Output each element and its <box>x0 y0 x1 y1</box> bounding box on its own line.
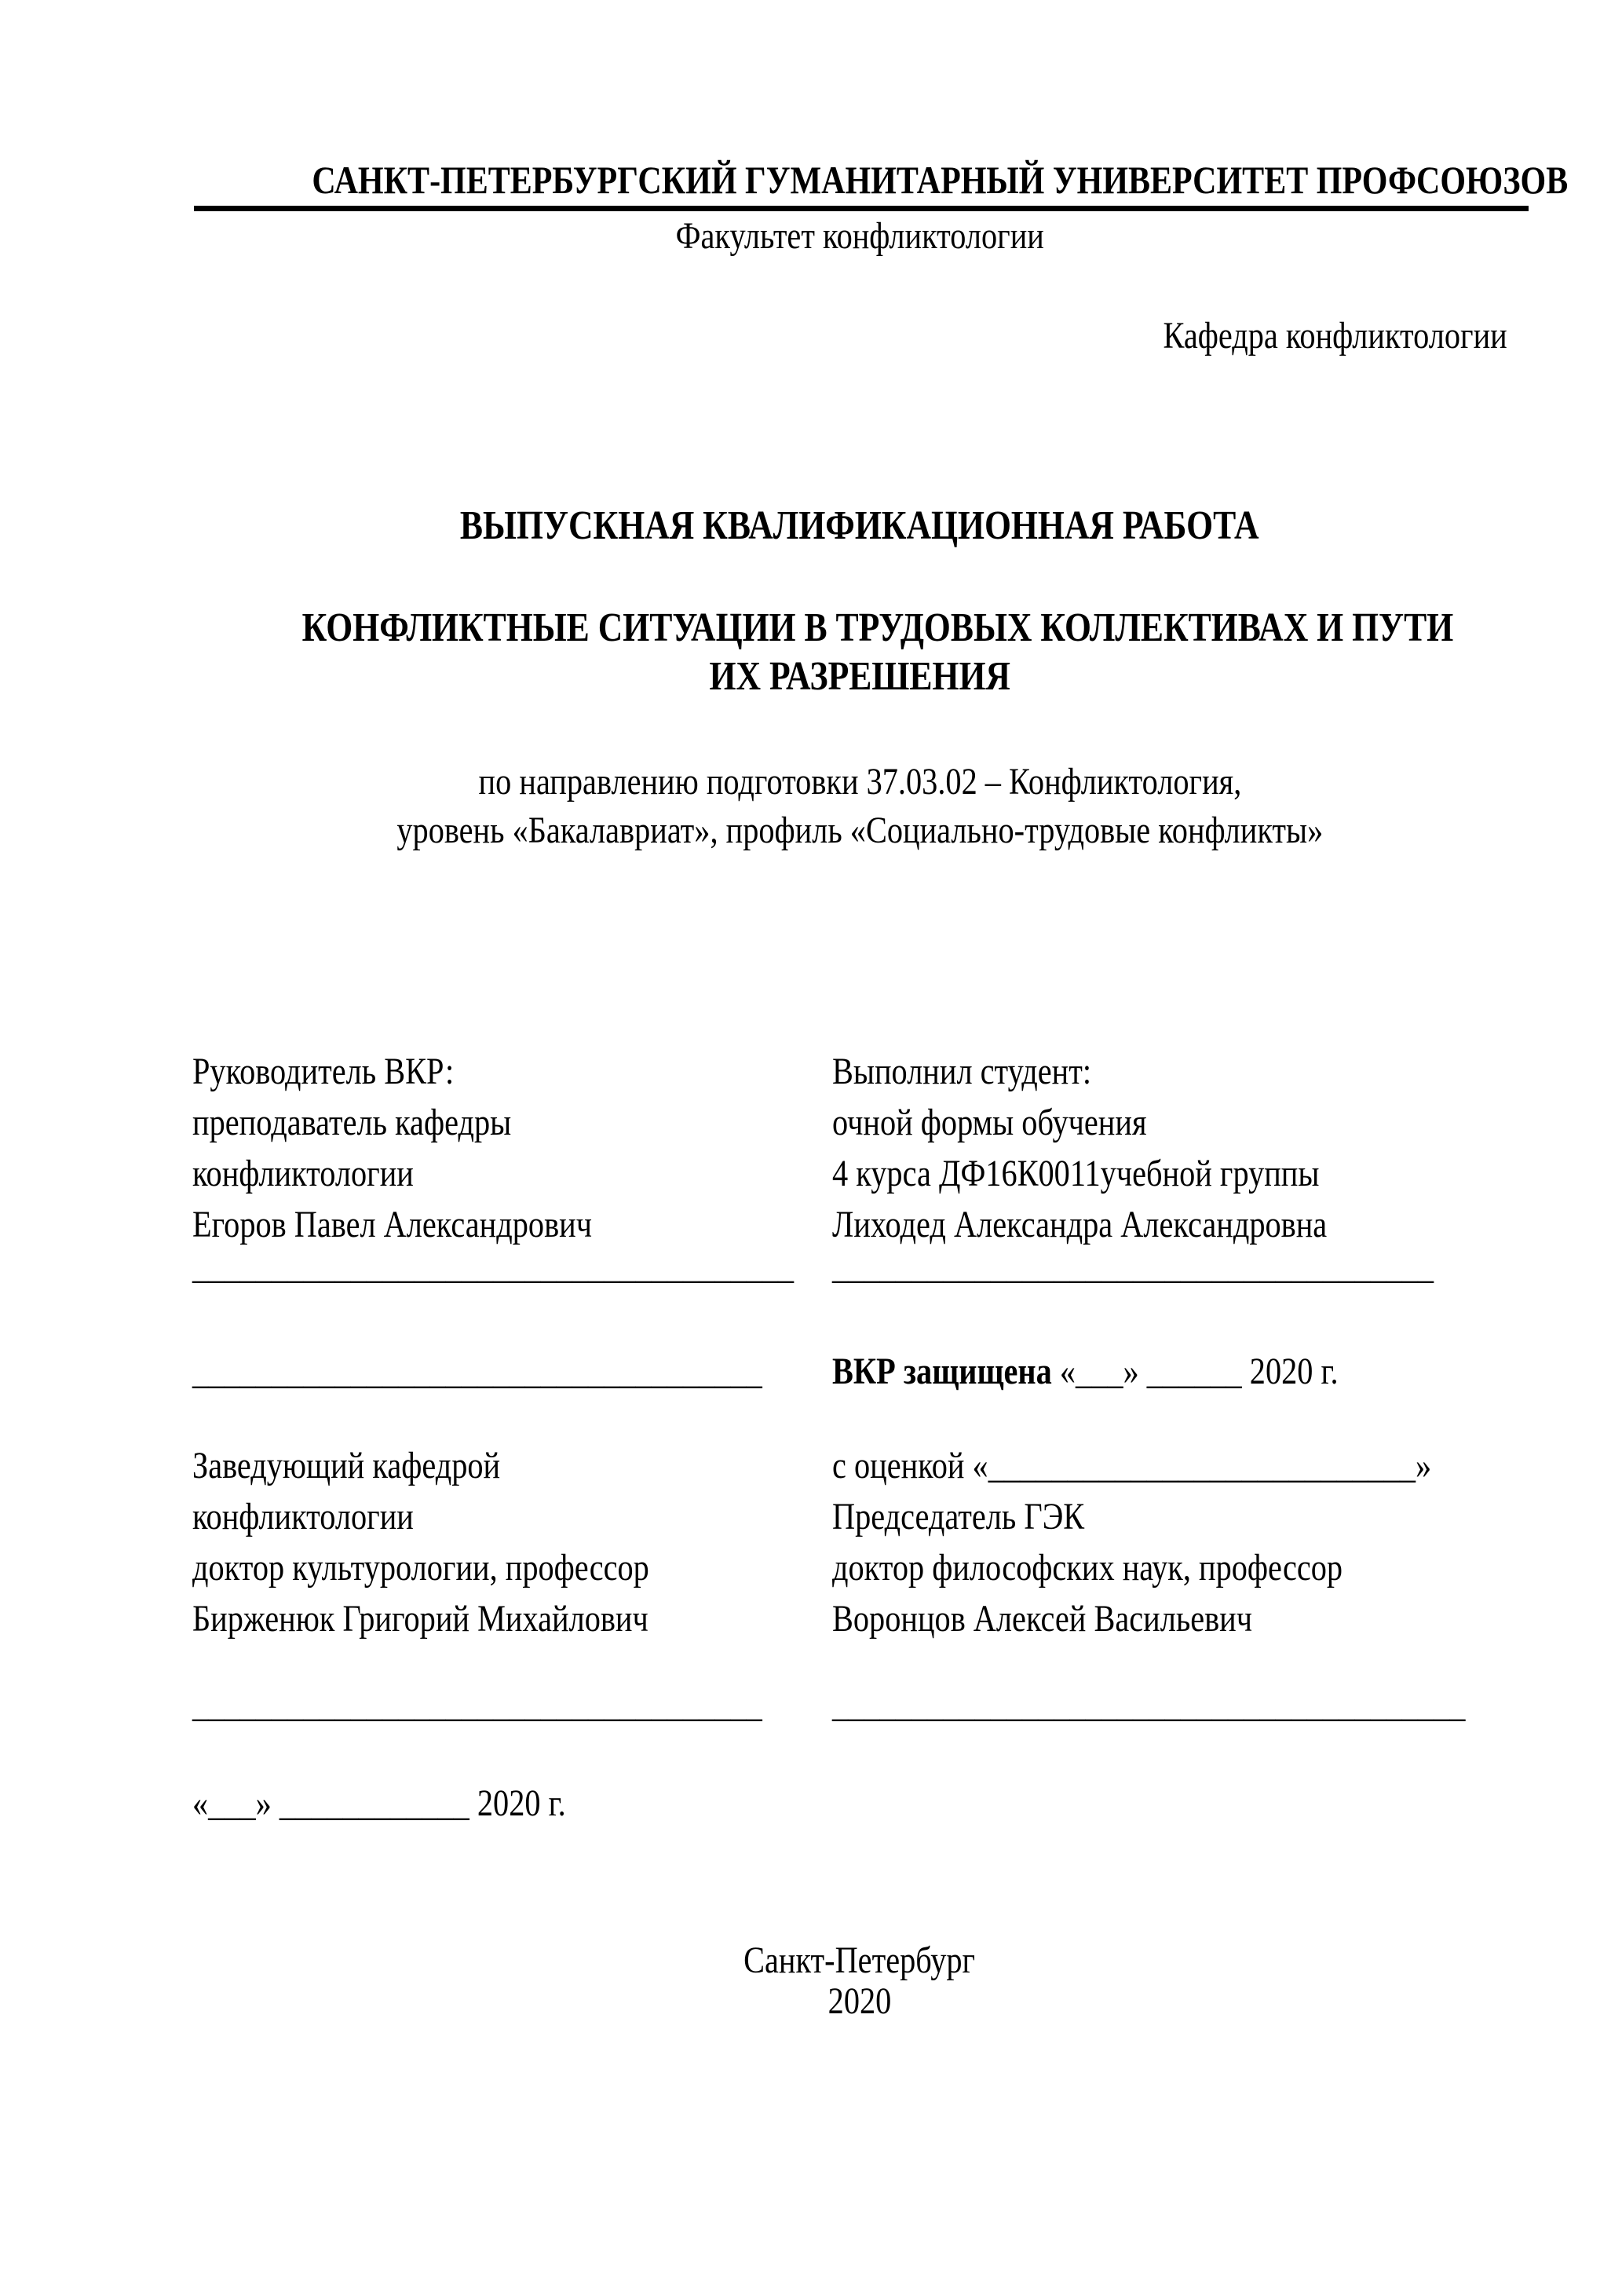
defended-line <box>832 1346 1527 1397</box>
department-head-column <box>192 1440 824 1644</box>
defended-label: ВКР защищена <box>832 1351 1052 1392</box>
grade-line: с оценкой «___________________________» <box>832 1445 1432 1486</box>
department-name <box>192 312 1507 360</box>
student-line: очной формы обучения <box>832 1102 1147 1143</box>
student-name: Лиходед Александра Александровна <box>832 1204 1328 1245</box>
work-type-heading-text: ВЫПУСКНАЯ КВАЛИФИКАЦИОННАЯ РАБОТА <box>460 503 1259 548</box>
people-block <box>192 1046 1527 1250</box>
signature-row-3 <box>192 1679 1527 1730</box>
university-name <box>192 155 1569 204</box>
chairman-signature-line: ________________________________________ <box>832 1684 1466 1725</box>
student-column <box>832 1046 1527 1250</box>
signature-row-1 <box>192 1241 1527 1292</box>
program-line2: уровень «Бакалавриат», профиль «Социально-трудовые конфликты» <box>396 810 1323 851</box>
thesis-title <box>192 604 1527 701</box>
year: 2020 <box>827 1980 892 2022</box>
student-signature-line: ______________________________________ <box>832 1245 1434 1287</box>
chairman-name: Воронцов Алексей Васильевич <box>832 1598 1253 1640</box>
university-name-text: САНКТ-ПЕТЕРБУРГСКИЙ ГУМАНИТАРНЫЙ УНИВЕРСИТЕТ ПРОФСОЮЗОВ <box>312 158 1569 202</box>
student-line: 4 курса ДФ16К0011учебной группы <box>832 1153 1320 1194</box>
thesis-title-line2: ИХ РАЗРЕШЕНИЯ <box>709 654 1010 699</box>
chairman-line: Председатель ГЭК <box>832 1496 1085 1537</box>
signature-line: ____________________________________ <box>192 1351 762 1392</box>
supervisor-name: Егоров Павел Александрович <box>192 1204 592 1245</box>
department-head-line: доктор культурологии, профессор <box>192 1547 649 1589</box>
faculty-name <box>192 212 1527 261</box>
date-blank-line: «___» ____________ 2020 г. <box>192 1782 566 1824</box>
date-row <box>192 1778 1527 1829</box>
grade-column <box>832 1440 1527 1644</box>
supervisor-line: преподаватель кафедры <box>192 1102 512 1143</box>
supervisor-signature-line: ______________________________________ <box>192 1245 795 1287</box>
defense-row <box>192 1346 1527 1397</box>
department-head-signature-line: ____________________________________ <box>192 1684 762 1725</box>
defended-date-blank: «___» ______ 2020 г. <box>1059 1351 1339 1392</box>
supervisor-column <box>192 1046 824 1250</box>
supervisor-line: конфликтологии <box>192 1153 414 1194</box>
department-head-name: Бирженюк Григорий Михайлович <box>192 1598 648 1640</box>
faculty-name-text: Факультет конфликтологии <box>675 215 1044 257</box>
department-head-line: конфликтологии <box>192 1496 414 1537</box>
program-line1: по направлению подготовки 37.03.02 – Конфликтология, <box>478 761 1241 803</box>
chairman-line: доктор философских наук, профессор <box>832 1547 1343 1589</box>
footer-block <box>192 1940 1527 2022</box>
work-type-heading <box>192 502 1527 550</box>
header-rule <box>194 206 1529 211</box>
program-info <box>192 758 1527 855</box>
city-name: Санкт-Петербург <box>743 1940 976 1981</box>
supervisor-label: Руководитель ВКР: <box>192 1051 455 1092</box>
department-name-text: Кафедра конфликтологии <box>1163 315 1507 356</box>
head-grade-block <box>192 1440 1527 1644</box>
student-label: Выполнил студент: <box>832 1051 1092 1092</box>
department-head-line: Заведующий кафедрой <box>192 1445 501 1486</box>
thesis-title-line1: КОНФЛИКТНЫЕ СИТУАЦИИ В ТРУДОВЫХ КОЛЛЕКТИВАХ И ПУТИ <box>301 605 1454 650</box>
